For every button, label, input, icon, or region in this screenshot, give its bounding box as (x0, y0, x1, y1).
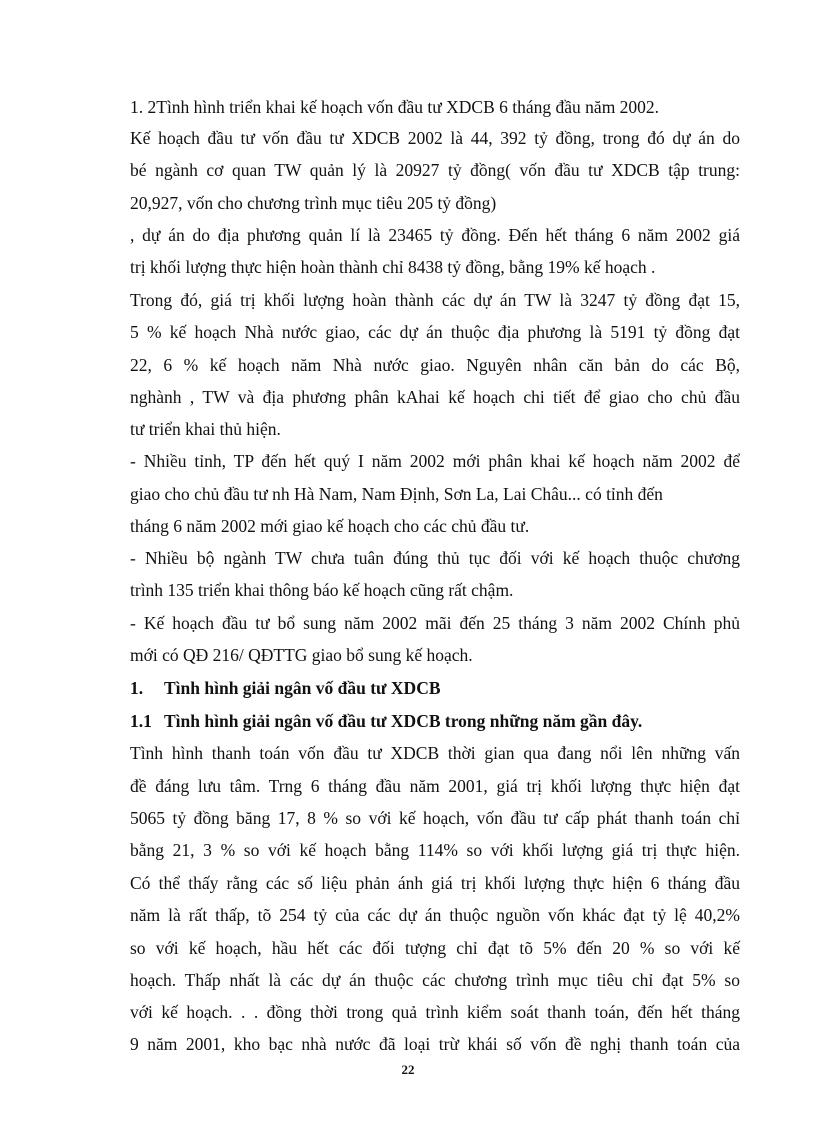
text-line: Trong đó, giá trị khối lượng hoàn thành các dự án TW là 3247 tỷ đồng đạt 15, (130, 290, 740, 310)
text-line: với kế hoạch. . . đồng thời trong quả trình kiểm soát thanh toán, đến hết tháng (130, 1002, 740, 1022)
text-line: , dự án do địa phương quản lí là 23465 tỷ đồng. Đến hết tháng 6 năm 2002 giá (130, 225, 740, 245)
text-line: Tình hình thanh toán vốn đầu tư XDCB thời gian qua đang nổi lên những vấn (130, 743, 740, 763)
text-line: so với kế hoạch, hầu hết các đối tượng chỉ đạt tõ 5% đến 20 % so với kế (130, 938, 740, 958)
text-line: Kế hoạch đầu tư vốn đầu tư XDCB 2002 là 44, 392 tỷ đồng, trong đó dự án do (130, 128, 740, 148)
text-line: - Kế hoạch đầu tư bổ sung năm 2002 mãi đến 25 tháng 3 năm 2002 Chính phủ (130, 613, 740, 633)
text-line: 1. 2Tình hình triển khai kế hoạch vốn đầu tư XDCB 6 tháng đầu năm 2002. (130, 97, 660, 117)
heading-text: Tình hình giải ngân vố đầu tư XDCB (164, 678, 441, 698)
text-line: đề đáng lưu tâm. Trng 6 tháng đầu năm 2001, giá trị khối lượng thực hiện đạt (130, 776, 740, 796)
text-line: tư triển khai thủ hiện. (130, 419, 281, 439)
text-line: năm là rất thấp, tõ 254 tỷ của các dự án thuộc nguồn vốn khác đạt tỷ lệ 40,2% (130, 905, 740, 925)
heading-section-1 (130, 678, 740, 698)
text-line: hoạch. Thấp nhất là các dự án thuộc các chương trình mục tiêu chỉ đạt 5% so (130, 970, 740, 990)
text-line: 5 % kế hoạch Nhà nước giao, các dự án thuộc địa phương là 5191 tỷ đồng đạt (130, 322, 740, 342)
heading-number: 1. (130, 678, 144, 698)
text-line: mới có QĐ 216/ QĐTTG giao bổ sung kế hoạch. (130, 645, 473, 665)
text-line: nghành , TW và địa phương phân kAhai kế hoạch chi tiết để giao cho chủ đầu (130, 387, 740, 407)
text-line: bằng 21, 3 % so với kế hoạch bằng 114% so với khối lượng giá trị thực hiện. (130, 840, 740, 860)
heading-text: Tình hình giải ngân vố đầu tư XDCB trong những năm gần đây. (164, 711, 643, 731)
text-line: trị khối lượng thực hiện hoàn thành chỉ 8438 tỷ đồng, bằng 19% kế hoạch . (130, 257, 656, 277)
text-line: giao cho chủ đầu tư nh Hà Nam, Nam Định, Sơn La, Lai Châu... có tỉnh đến (130, 484, 663, 504)
heading-section-1-1 (130, 711, 740, 731)
text-line: 22, 6 % kế hoạch năm Nhà nước giao. Nguyên nhân căn bản do các Bộ, (130, 355, 740, 375)
heading-number: 1.1 (130, 711, 152, 731)
text-line: 9 năm 2001, kho bạc nhà nước đã loại trừ khái số vốn đề nghị thanh toán của (130, 1034, 740, 1054)
text-line: - Nhiều tỉnh, TP đến hết quý I năm 2002 mới phân khai kế hoạch năm 2002 để (130, 451, 740, 471)
text-line: 20,927, vốn cho chương trình mục tiêu 205 tỷ đồng) (130, 193, 497, 213)
text-line: Có thể thấy rằng các số liệu phản ánh giá trị khối lượng thực hiện 6 tháng đầu (130, 873, 740, 893)
text-line: bé ngành cơ quan TW quản lý là 20927 tỷ đồng( vốn đầu tư XDCB tập trung: (130, 160, 740, 180)
text-line: tháng 6 năm 2002 mới giao kế hoạch cho các chủ đầu tư. (130, 516, 530, 536)
text-line: 5065 tỷ đồng băng 17, 8 % so với kế hoạch, vốn đầu tư cấp phát thanh toán chỉ (130, 808, 740, 828)
text-line: trình 135 triển khai thông báo kế hoạch cũng rất chậm. (130, 580, 514, 600)
text-line: - Nhiều bộ ngành TW chưa tuân đúng thủ tục đối với kế hoạch thuộc chương (130, 548, 740, 568)
page-number: 22 (401, 1062, 415, 1077)
